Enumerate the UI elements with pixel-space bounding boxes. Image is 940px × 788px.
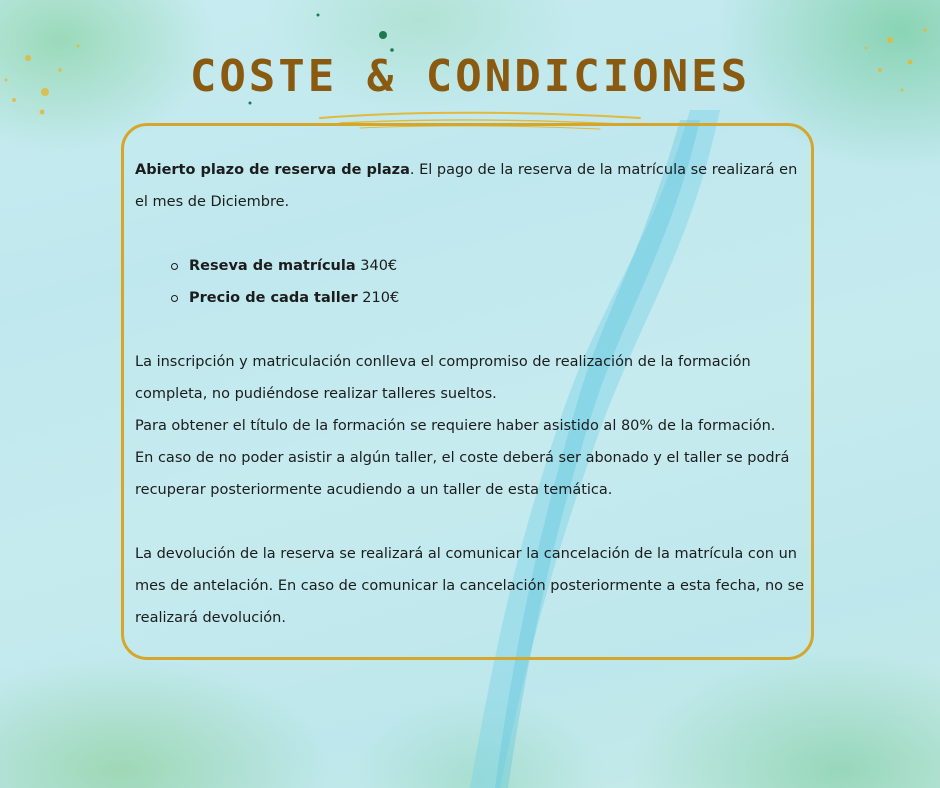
list-item — [171, 250, 810, 282]
circle-bullet-icon — [171, 263, 178, 270]
price-label: Precio de cada taller — [189, 290, 358, 306]
circle-bullet-icon — [171, 295, 178, 302]
condition-paragraph: Para obtener el título de la formación se requiere haber asistido al 80% de la formación. — [135, 418, 776, 434]
list-item — [171, 282, 810, 314]
intro-bold: Abierto plazo de reserva de plaza — [135, 162, 410, 178]
page-title: COSTE & CONDICIONES — [189, 51, 751, 102]
price-value: 210€ — [362, 290, 400, 306]
refund-paragraph: La devolución de la reserva se realizará al comunicar la cancelación de la matrícula con un mes de antelación. En caso de comunicar la cancelación posteriormente a esta fecha, no se realizará devolución. — [135, 546, 805, 626]
condition-paragraph: En caso de no poder asistir a algún taller, el coste deberá ser abonado y el taller se podrá recuperar posteriormente acudiendo a un taller de esta temática. — [135, 450, 790, 498]
price-label: Reseva de matrícula — [189, 258, 356, 274]
conditions-text — [135, 154, 810, 634]
price-list — [135, 250, 810, 314]
intro-rest: . El pago de la reserva de la matrícula se realizará en el mes de Diciembre. — [135, 162, 798, 210]
condition-paragraph: La inscripción y matriculación conlleva el compromiso de realización de la formación completa, no pudiéndose realizar talleres sueltos. — [135, 354, 751, 402]
intro-paragraph — [135, 154, 810, 218]
price-value: 340€ — [360, 258, 398, 274]
